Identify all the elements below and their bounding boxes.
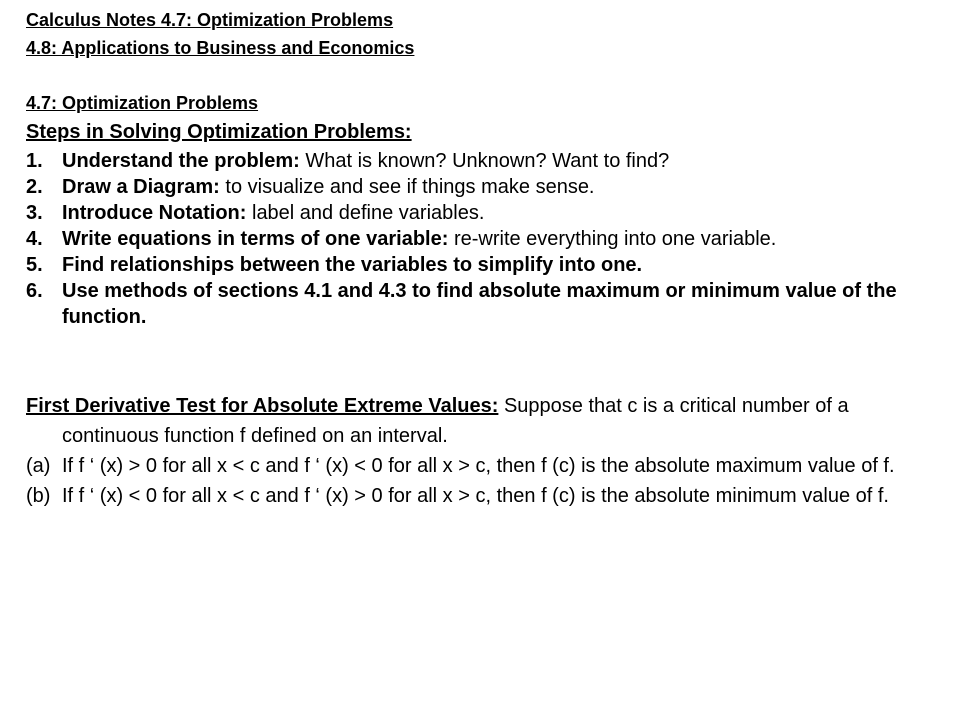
fdt-intro-paragraph bbox=[26, 391, 926, 451]
step-bold-text: Write equations in terms of one variable: bbox=[62, 228, 449, 250]
step-item bbox=[26, 252, 926, 278]
section-heading: 4.7: Optimization Problems bbox=[26, 93, 259, 113]
step-bold-text: Use methods of sections 4.1 and 4.3 to find absolute maximum or minimum value of the function. bbox=[62, 280, 897, 328]
case-label: (b) bbox=[26, 485, 51, 507]
step-item bbox=[26, 226, 926, 252]
case-text: If f ‘ (x) > 0 for all x < c and f ‘ (x) < 0 for all x > c, then f (c) is the absolute maximum value of f. bbox=[62, 455, 895, 477]
steps-heading: Steps in Solving Optimization Problems: bbox=[26, 121, 412, 143]
step-text: to visualize and see if things make sense. bbox=[219, 176, 595, 198]
fdt-intro-text: Suppose that c is a critical number of a continuous function f defined on an interval. bbox=[62, 395, 849, 447]
step-number: 3. bbox=[26, 202, 43, 224]
step-item bbox=[26, 278, 926, 330]
step-number: 5. bbox=[26, 254, 43, 276]
case-label: (a) bbox=[26, 455, 51, 477]
step-bold-text: Find relationships between the variables to simplify into one. bbox=[62, 254, 643, 276]
steps-list bbox=[26, 148, 926, 330]
step-bold-text: Understand the problem: bbox=[62, 150, 300, 172]
fdt-case-b bbox=[26, 481, 926, 511]
step-text: re-write everything into one variable. bbox=[448, 228, 777, 250]
step-item bbox=[26, 174, 926, 200]
step-text: What is known? Unknown? Want to find? bbox=[299, 150, 670, 172]
fdt-case-a bbox=[26, 451, 926, 481]
step-text: label and define variables. bbox=[246, 202, 485, 224]
step-number: 6. bbox=[26, 280, 43, 302]
step-bold-text: Introduce Notation: bbox=[62, 202, 247, 224]
notes-title: Calculus Notes 4.7: Optimization Problems bbox=[26, 10, 394, 30]
step-bold-text: Draw a Diagram: bbox=[62, 176, 220, 198]
case-text: If f ‘ (x) < 0 for all x < c and f ‘ (x) > 0 for all x > c, then f (c) is the absolute minimum value of f. bbox=[62, 485, 889, 507]
step-number: 4. bbox=[26, 228, 43, 250]
step-item bbox=[26, 200, 926, 226]
notes-subtitle: 4.8: Applications to Business and Economics bbox=[26, 38, 415, 58]
step-number: 1. bbox=[26, 150, 43, 172]
step-number: 2. bbox=[26, 176, 43, 198]
first-derivative-test bbox=[26, 391, 926, 511]
step-item bbox=[26, 148, 926, 174]
fdt-title: First Derivative Test for Absolute Extreme Values: bbox=[26, 395, 499, 417]
